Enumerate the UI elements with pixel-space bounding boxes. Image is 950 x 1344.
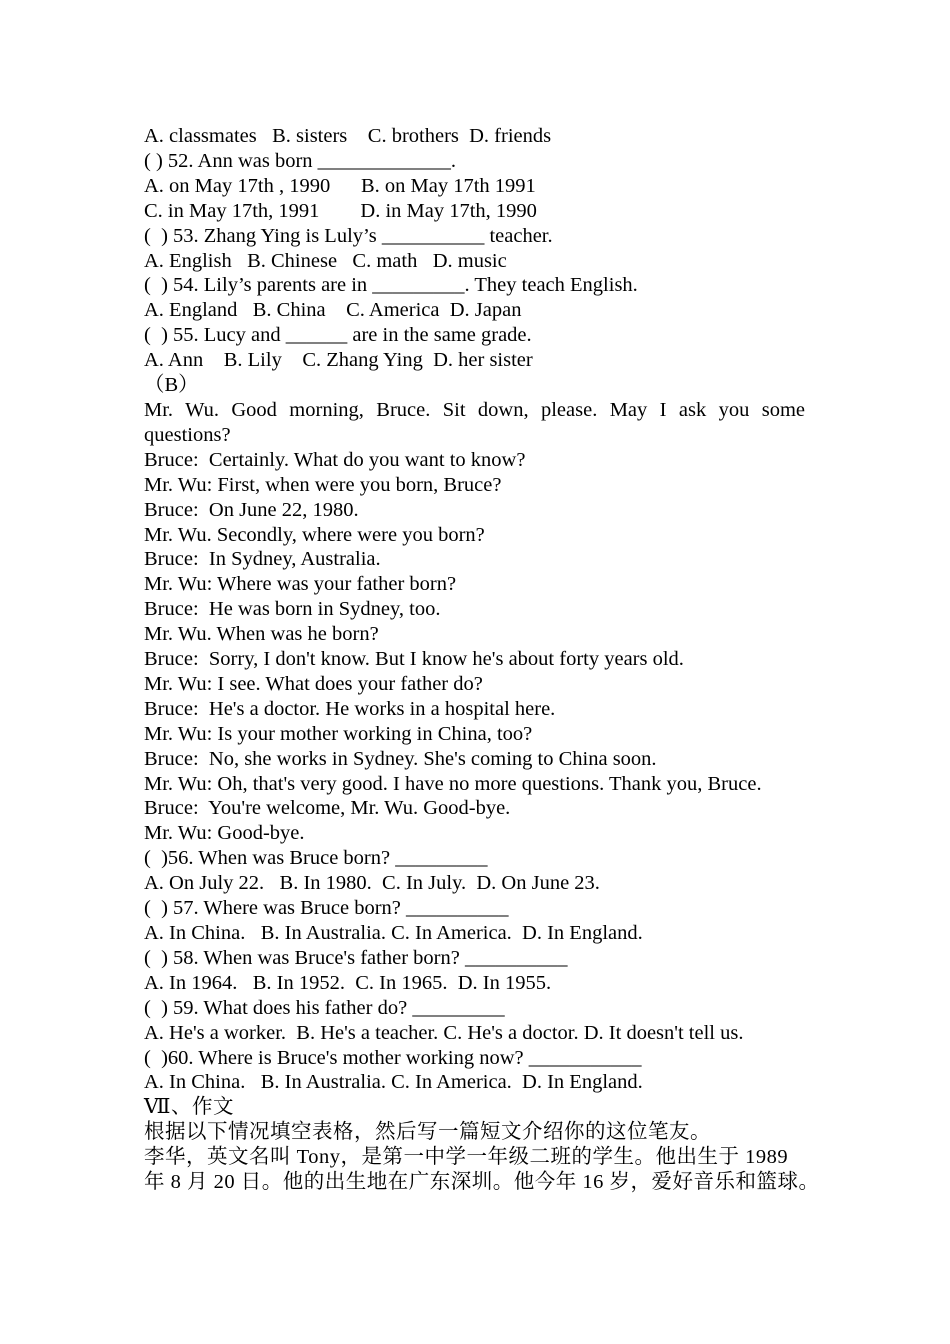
q53-options: A. English B. Chinese C. math D. music xyxy=(144,249,507,272)
dialogue-line: Mr. Wu: Oh, that's very good. I have no more questions. Thank you, Bruce. xyxy=(144,772,762,795)
writing-heading: Ⅶ、作文 xyxy=(144,1096,234,1119)
dialogue-line: Bruce: On June 22, 1980. xyxy=(144,498,359,521)
dialogue-line: Mr. Wu: Is your mother working in China, too? xyxy=(144,722,533,745)
document-page xyxy=(144,124,820,1195)
dialogue-line: Bruce: He's a doctor. He works in a hospital here. xyxy=(144,697,556,720)
q60-question: ( )60. Where is Bruce's mother working now? ___________ xyxy=(144,1046,642,1069)
q52-question: ( ) 52. Ann was born _____________. xyxy=(144,149,457,172)
dialogue-line: Mr. Wu. Secondly, where were you born? xyxy=(144,523,485,546)
dialogue-line: Mr. Wu: First, when were you born, Bruce? xyxy=(144,473,502,496)
q55-options: A. Ann B. Lily C. Zhang Ying D. her sister xyxy=(144,349,533,372)
q56-question: ( )56. When was Bruce born? _________ xyxy=(144,847,488,870)
q54-options: A. England B. China C. America D. Japan xyxy=(144,299,522,322)
q60-options: A. In China. B. In Australia. C. In America. D. In England. xyxy=(144,1071,643,1094)
q52-options-2: C. in May 17th, 1991 D. in May 17th, 1990 xyxy=(144,199,537,222)
dialogue-line: Mr. Wu. Good morning, Bruce. Sit down, please. May I ask you some questions? xyxy=(144,398,805,446)
q58-options: A. In 1964. B. In 1952. C. In 1965. D. In 1955. xyxy=(144,971,552,994)
q52-options-1: A. on May 17th , 1990 B. on May 17th 1991 xyxy=(144,174,536,197)
q57-options: A. In China. B. In Australia. C. In America. D. In England. xyxy=(144,922,643,944)
dialogue-line: Mr. Wu. When was he born? xyxy=(144,623,379,646)
section-b-heading: （B） xyxy=(144,374,199,397)
writing-info-line: 李华，英文名叫 Tony，是第一中学一年级二班的学生。他出生于 1989 xyxy=(144,1146,789,1169)
q59-options: A. He's a worker. B. He's a teacher. C. He's a doctor. D. It doesn't tell us. xyxy=(144,1021,744,1044)
writing-instruction: 根据以下情况填空表格，然后写一篇短文介绍你的这位笔友。 xyxy=(144,1121,711,1144)
dialogue-line: Mr. Wu: Where was your father born? xyxy=(144,573,457,596)
dialogue-line: Bruce: Sorry, I don't know. But I know he's about forty years old. xyxy=(144,648,684,671)
dialogue-line: Bruce: In Sydney, Australia. xyxy=(144,548,381,571)
q54-question: ( ) 54. Lily’s parents are in _________. They teach English. xyxy=(144,274,638,297)
q51-options: A. classmates B. sisters C. brothers D. friends xyxy=(144,125,552,147)
q56-options: A. On July 22. B. In 1980. C. In July. D. On June 23. xyxy=(144,872,600,895)
q57-question: ( ) 57. Where was Bruce born? __________ xyxy=(144,897,509,920)
writing-info-line: 年 8 月 20 日。他的出生地在广东深圳。他今年 16 岁，爱好音乐和篮球。 xyxy=(144,1171,820,1194)
q53-question: ( ) 53. Zhang Ying is Luly’s __________ teacher. xyxy=(144,224,553,247)
dialogue-line: Bruce: No, she works in Sydney. She's coming to China soon. xyxy=(144,747,657,770)
dialogue-line: Mr. Wu: I see. What does your father do? xyxy=(144,672,483,695)
dialogue-line: Bruce: He was born in Sydney, too. xyxy=(144,598,441,621)
q59-question: ( ) 59. What does his father do? _________ xyxy=(144,996,505,1019)
q58-question: ( ) 58. When was Bruce's father born? __________ xyxy=(144,946,568,969)
q55-question: ( ) 55. Lucy and ______ are in the same grade. xyxy=(144,324,532,347)
dialogue-line: Bruce: Certainly. What do you want to know? xyxy=(144,448,526,471)
dialogue-line: Mr. Wu: Good-bye. xyxy=(144,822,305,845)
dialogue-line: Bruce: You're welcome, Mr. Wu. Good-bye. xyxy=(144,797,511,820)
